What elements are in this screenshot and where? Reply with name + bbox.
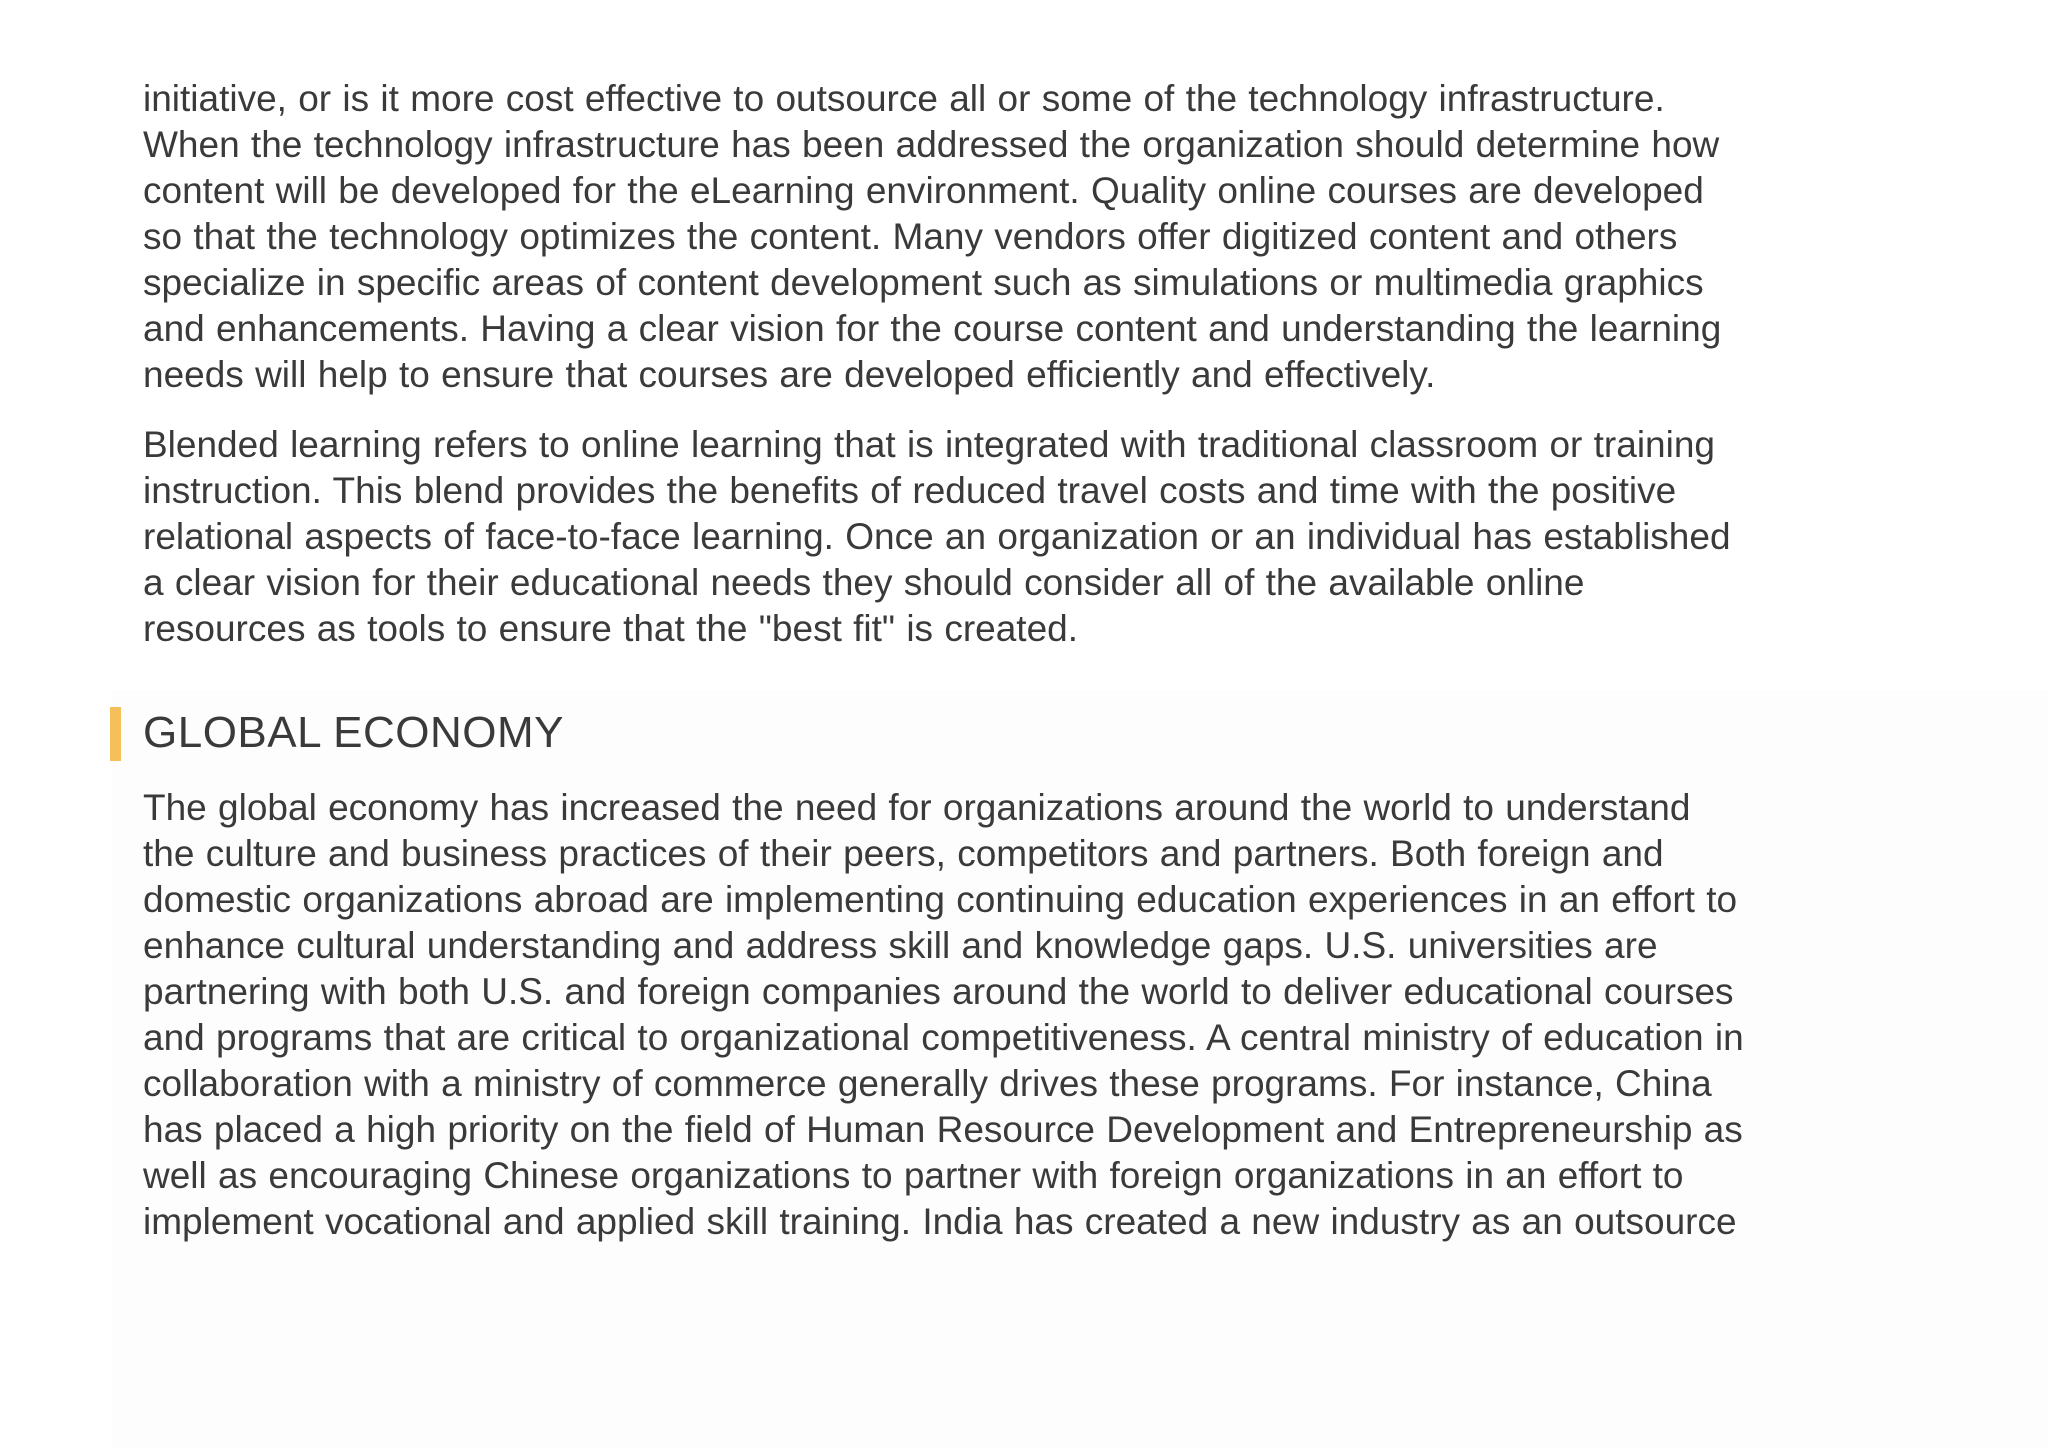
blended-learning-paragraph [143, 422, 1903, 652]
heading-accent-bar [110, 707, 121, 761]
paragraph-line: enhance cultural understanding and address skill and knowledge gaps. U.S. universities are [143, 925, 1658, 966]
paragraph-line: needs will help to ensure that courses are developed efficiently and effectively. [143, 354, 1436, 395]
paragraph-line: well as encouraging Chinese organizations to partner with foreign organizations in an effort to [143, 1155, 1684, 1196]
paragraph-line: a clear vision for their educational needs they should consider all of the available online [143, 562, 1585, 603]
paragraph-line: collaboration with a ministry of commerce generally drives these programs. For instance, China [143, 1063, 1712, 1104]
global-economy-section [143, 703, 1903, 1245]
paragraph-line: domestic organizations abroad are implementing continuing education experiences in an effort to [143, 879, 1738, 920]
paragraph-line: has placed a high priority on the field of Human Resource Development and Entrepreneurship as [143, 1109, 1743, 1150]
global-economy-paragraph [143, 785, 1903, 1245]
paragraph-line: resources as tools to ensure that the "best fit" is created. [143, 608, 1079, 649]
paragraph-line: relational aspects of face-to-face learning. Once an organization or an individual has established [143, 516, 1731, 557]
paragraph-line: content will be developed for the eLearning environment. Quality online courses are developed [143, 170, 1704, 211]
paragraph-line: specialize in specific areas of content development such as simulations or multimedia graphics [143, 262, 1704, 303]
paragraph-line: so that the technology optimizes the content. Many vendors offer digitized content and others [143, 216, 1678, 257]
paragraph-line: and enhancements. Having a clear vision for the course content and understanding the learning [143, 308, 1722, 349]
paragraph-line: partnering with both U.S. and foreign companies around the world to deliver educational courses [143, 971, 1734, 1012]
paragraph-line: instruction. This blend provides the benefits of reduced travel costs and time with the positive [143, 470, 1677, 511]
section-heading [143, 703, 1903, 763]
paragraph-line: initiative, or is it more cost effective to outsource all or some of the technology infrastructure. [143, 78, 1665, 119]
paragraph-line: The global economy has increased the need for organizations around the world to understand [143, 787, 1691, 828]
intro-body [143, 76, 1903, 652]
elearning-paragraph [143, 76, 1903, 398]
section-heading-text: GLOBAL ECONOMY [143, 708, 565, 757]
paragraph-line: Blended learning refers to online learning that is integrated with traditional classroom or training [143, 424, 1715, 465]
paragraph-line: implement vocational and applied skill training. India has created a new industry as an outsource [143, 1201, 1737, 1242]
paragraph-line: the culture and business practices of their peers, competitors and partners. Both foreign and [143, 833, 1664, 874]
paragraph-line: and programs that are critical to organizational competitiveness. A central ministry of education in [143, 1017, 1744, 1058]
paragraph-line: When the technology infrastructure has been addressed the organization should determine how [143, 124, 1720, 165]
